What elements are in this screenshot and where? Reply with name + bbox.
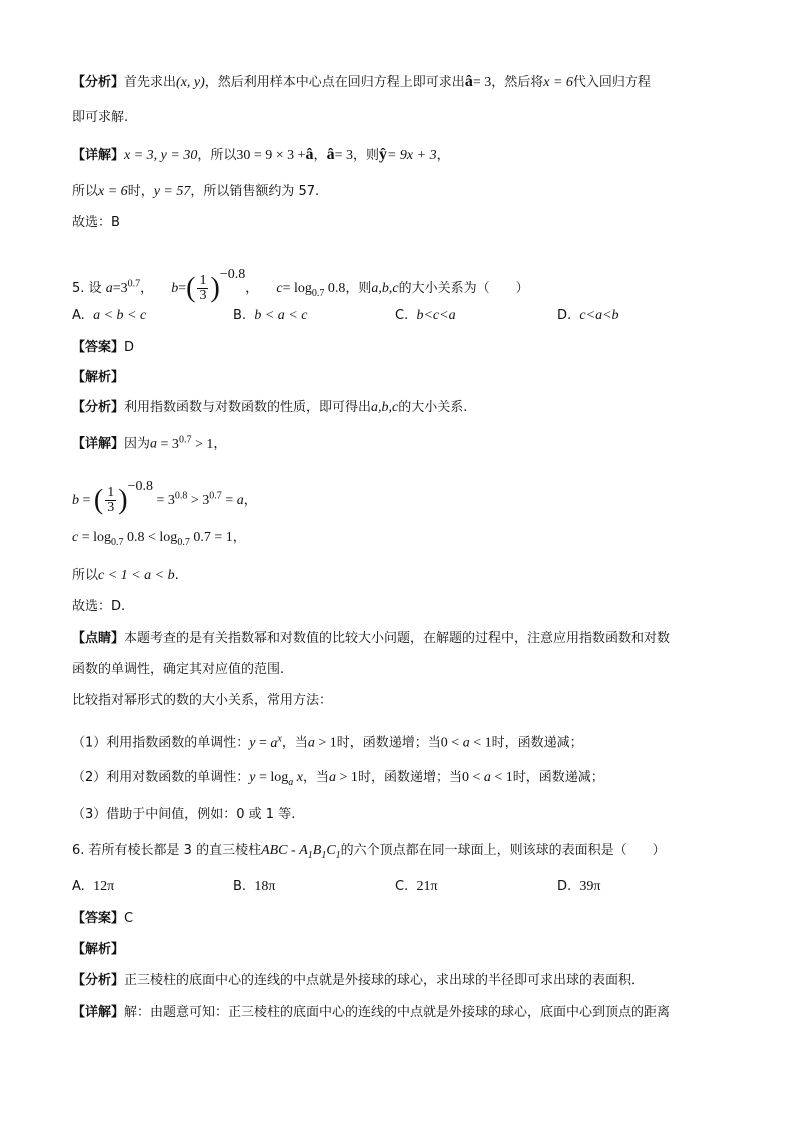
q5-stem-a: 5. 设 — [72, 281, 102, 296]
q5-conclusion: 所以c < 1 < a < b. — [72, 568, 179, 583]
q4-detail-means: x = 3, y = 30 — [124, 148, 198, 163]
q5-option-c: C. b<c<a — [395, 308, 456, 323]
y-hat-symbol: ŷ — [378, 146, 387, 163]
q4-result-line — [72, 182, 319, 202]
q4-detail-eq3: = 3 — [334, 148, 353, 163]
q5-stem-e: 的大小关系为（ ） — [398, 281, 529, 296]
q4-analysis-text-b: ，然后利用样本中心点在回归方程上即可求出 — [204, 75, 465, 90]
q6-explain-tag: 【解析】 — [72, 942, 125, 957]
q5-detail-a: 【详解】因为$a = 3^{0.7} > 1$， — [72, 434, 227, 452]
q4-analysis-x6: x = 6 — [543, 75, 573, 90]
q4-analysis-line2: 即可求解. — [72, 110, 129, 125]
q5-stem-b: ， — [140, 281, 154, 296]
q5-method-3: （3）借助于中间值，例如：0 或 1 等. — [72, 807, 296, 822]
q4-analysis-text-a: 首先求出 — [124, 75, 177, 90]
q4-detail-then: ，则 — [352, 148, 379, 163]
q5-a-def: a — [105, 281, 113, 296]
a-hat-symbol: â — [464, 73, 473, 90]
q4-detail-eq1: 30 = 9 × 3 + — [236, 148, 306, 163]
q4-detail-reg: = 9x + 3 — [386, 148, 437, 163]
q5-choice: 故选：D. — [72, 599, 126, 614]
q5-stem-vars: a,b,c — [371, 281, 399, 296]
q6-detail: 【详解】解：由题意可知：正三棱柱的底面中心的连线的中点就是外接球的球心，底面中心到顶点的距离 — [72, 1005, 671, 1020]
analysis-tag: 【分析】 — [72, 75, 125, 90]
a-hat-symbol: â — [305, 146, 314, 163]
q6-option-c: C. 21π — [395, 879, 438, 894]
q4-analysis-text-d: 代入回归方程 — [572, 75, 651, 90]
q4-analysis-line — [72, 72, 651, 93]
q4-analysis-text-c: ，然后将 — [491, 75, 544, 90]
q4-detail-line — [72, 145, 450, 166]
q5-method-2: （2）利用对数函数的单调性：$y = \log_a x$，当a > 1时，函数递增；当0 < a < 1时，函数递减； — [72, 770, 604, 788]
q6-option-d: D. 39π — [557, 879, 601, 894]
q5-analysis: 【分析】利用指数函数与对数函数的性质，即可得出a,b,c的大小关系. — [72, 400, 468, 415]
q4-line3-y: y = 57 — [153, 184, 191, 199]
q5-methods-title: 比较指对幂形式的数的大小关系，常用方法： — [72, 693, 333, 708]
q6-stem: 6. 若所有棱长都是 3 的直三棱柱ABC - $A_1B_1C_1$的六个顶点都在同一球面上，则该球的表面积是（ ） — [72, 843, 666, 861]
a-hat-symbol: â — [326, 146, 335, 163]
q5-method-1: （1）利用指数函数的单调性：$y = a^x$，当a > 1时，函数递增；当0 < a < 1时，函数递减； — [72, 733, 583, 751]
q6-option-b: B. 18π — [233, 879, 276, 894]
q5-explain-tag: 【解析】 — [72, 370, 125, 385]
q4-sample-mean-pair: (x, y) — [176, 75, 205, 90]
q5-stem-c: ， — [245, 281, 259, 296]
q5-detail-b: b = ( $\frac{1}{3}$ )$^{-0.8} = 3^{0.8} > 3^{0.7} = a$， — [72, 479, 257, 516]
q5-comment-1: 【点睛】本题考查的是有关指数幂和对数值的比较大小问题，在解题的过程中，注意应用指数函数和对数 — [72, 631, 671, 646]
q4-line3-a: 所以 — [72, 184, 99, 199]
q6-option-a: A. 12π — [72, 879, 115, 894]
q5-detail-c: $c = \log_{0.7} 0.8 < \log_{0.7} 0.7 = 1$， — [72, 530, 246, 548]
q5-option-b: B. b < a < c — [233, 308, 308, 323]
q5-comment-2: 函数的单调性，确定其对应值的范围. — [72, 662, 285, 677]
q4-analysis-eq3: = 3 — [472, 75, 492, 90]
q4-line3-x: x = 6 — [98, 184, 128, 199]
q4-detail-sep: ， — [313, 148, 327, 163]
q6-analysis: 【分析】正三棱柱的底面中心的连线的中点就是外接球的球心，求出球的半径即可求出球的表面积． — [72, 973, 645, 988]
detail-tag: 【详解】 — [72, 148, 125, 163]
q5-stem-d: ，则 — [345, 281, 372, 296]
q4-detail-so: ，所以 — [197, 148, 237, 163]
q4-detail-end: ， — [436, 148, 450, 163]
q4-choice: 故选：B — [72, 215, 120, 230]
q5-answer: 【答案】D — [72, 340, 135, 355]
q5-option-d: D. c<a<b — [557, 308, 619, 323]
q4-line3-b: 时， — [127, 184, 154, 199]
q5-option-a: A. a < b < c — [72, 308, 147, 323]
q5-stem: 5. 设 $a=3^{0.7}$， b=( $\frac{1}{3}$ )$^{-0.8}$， $c= \log_{0.7} 0.8$，则a,b,c的大小关系为（ ） — [72, 267, 529, 304]
q6-answer: 【答案】C — [72, 911, 134, 926]
q4-line3-c: ，所以销售额约为 57. — [190, 184, 320, 199]
